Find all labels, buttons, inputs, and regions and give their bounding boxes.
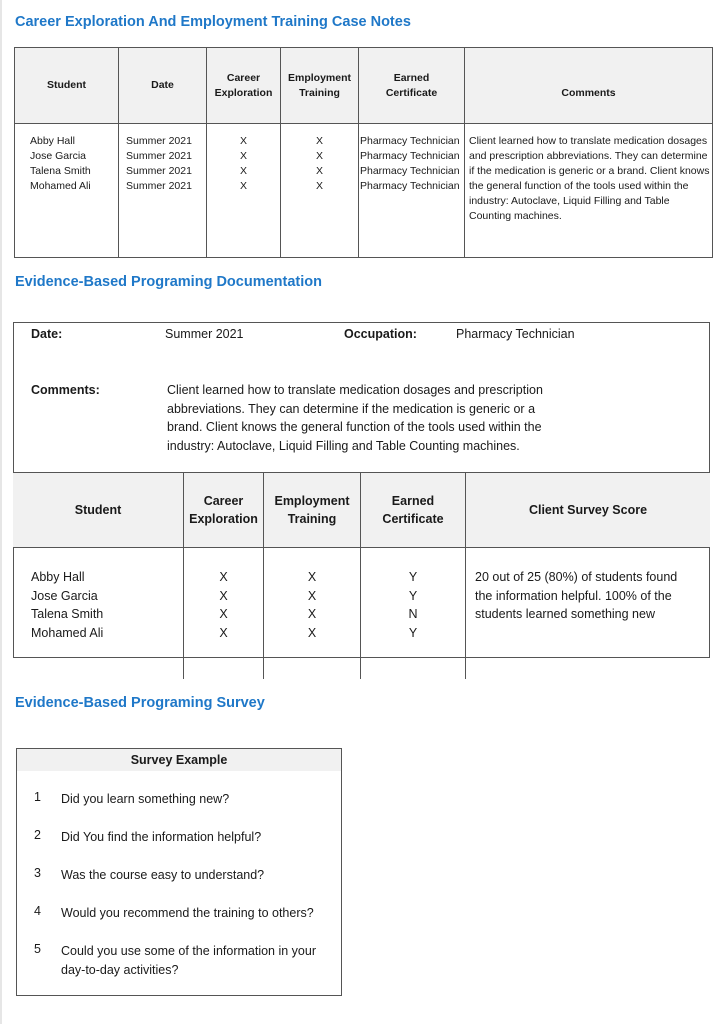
survey-box-title: Survey Example [17,749,341,771]
comments-label: Comments: [31,383,100,397]
table-row [13,548,710,680]
page-edge [0,0,2,1024]
career-exploration-cell: X X X X [184,548,264,680]
students-cell [13,548,184,680]
case-notes-title: Career Exploration And Employment Training Case Notes [15,14,411,30]
student-name: Jose Garcia [30,150,87,162]
survey-box [16,748,342,996]
question-text: Would you recommend the training to others? [61,906,314,920]
header-employment-training: Employment Training [264,473,361,548]
table-header-row [13,473,710,548]
date-value: Summer 2021 [165,327,244,341]
earned-certificate-cell: Y Y N Y [361,548,466,680]
documentation-title: Evidence-Based Programing Documentation [15,274,322,290]
header-date: Date [119,48,207,124]
comments-cell: Client learned how to translate medication dosages and prescription abbreviations. They can determine if the medication is generic or a brand. Client knows the general function of the tools used within the industry: Autoclave, Liquid Filling and Table Counting machines. [465,124,713,258]
occupation-label: Occupation: [344,327,417,341]
student-name: Abby Hall [31,570,85,584]
student-name: Abby Hall [30,135,75,147]
date-label: Date: [31,327,63,341]
student-name: Mohamed Ali [31,625,104,640]
question-text: Did you learn something new? [61,792,230,806]
header-career-exploration: Career Exploration [207,48,281,124]
question-number: 3 [34,866,41,880]
student-name: Talena Smith [30,165,91,177]
header-student: Student [15,48,119,124]
header-career-exploration: Career Exploration [184,473,264,548]
question-text: Could you use some of the information in your day-to-day activities? [61,944,316,977]
header-earned-certificate: Earned Certificate [359,48,465,124]
table-header-row [15,48,713,124]
header-earned-certificate: Earned Certificate [361,473,466,548]
header-student: Student [13,473,184,548]
question-number: 4 [34,904,41,918]
certificate-cell: Pharmacy Technician Pharmacy Technician Pharmacy Technician Pharmacy Technician [359,124,465,258]
question-text: Did You find the information helpful? [61,830,262,844]
career-exploration-cell: X X X X [207,124,281,258]
survey-title: Evidence-Based Programing Survey [15,695,265,711]
documentation-table [13,472,710,679]
student-name: Mohamed Ali [30,180,91,192]
question-number: 5 [34,942,41,956]
client-survey-score-cell: 20 out of 25 (80%) of students found the information helpful. 100% of the students learned something new [466,548,711,680]
occupation-value: Pharmacy Technician [456,327,575,341]
header-comments: Comments [465,48,713,124]
case-notes-table [14,47,713,258]
student-name: Talena Smith [31,607,104,621]
employment-training-cell: X X X X [281,124,359,258]
header-client-survey-score: Client Survey Score [466,473,711,548]
students-cell [15,124,119,258]
question-number: 2 [34,828,41,842]
employment-training-cell: X X X X [264,548,361,680]
dates-cell: Summer 2021 Summer 2021 Summer 2021 Summer 2021 [119,124,207,258]
question-number: 1 [34,790,41,804]
student-name: Jose Garcia [31,588,98,603]
table-row [15,124,713,258]
documentation-box [13,322,710,658]
comments-text: Client learned how to translate medication dosages and prescription abbreviations. They can determine if the medication is generic or a brand. Client knows the general function of the tools used within the industry: Autoclave, Liquid Filling and Table Counting machines. [167,383,543,453]
header-employment-training: Employment Training [281,48,359,124]
question-text: Was the course easy to understand? [61,868,265,882]
